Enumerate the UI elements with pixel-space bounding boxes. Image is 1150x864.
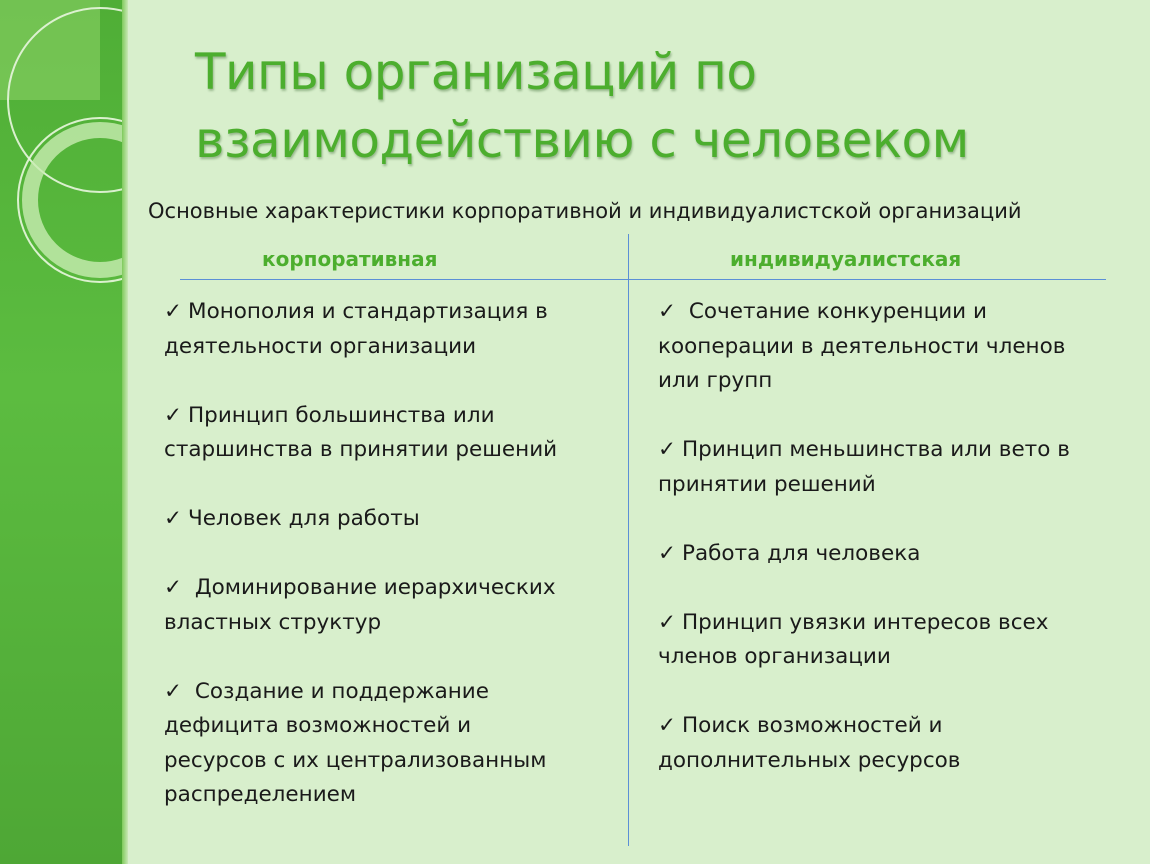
checkmark-icon: ✓ (164, 299, 183, 324)
list-item (164, 571, 614, 640)
header-divider (180, 279, 1106, 280)
list-item (658, 537, 1128, 572)
checkmark-icon: ✓ (164, 575, 183, 600)
list-item (658, 295, 1128, 399)
list-item-text: кооперации в деятельности членов (658, 333, 1066, 359)
list-item-text: старшинства в принятии решений (164, 437, 558, 462)
list-item-text: или групп (658, 368, 773, 393)
circle-ornament-icon (0, 0, 128, 864)
list-item-text: Принцип меньшинства или вето в (682, 437, 1070, 462)
list-item-text: Принцип большинства или (188, 402, 495, 428)
list-item-text: властных структур (164, 609, 382, 635)
checkmark-icon: ✓ (164, 678, 183, 704)
list-item-text: Поиск возможностей и (682, 713, 943, 738)
checkmark-icon: ✓ (658, 540, 677, 566)
slide-title (195, 38, 1115, 174)
corporate-list (164, 295, 614, 847)
list-item (658, 606, 1128, 675)
list-item-text: дополнительных ресурсов (658, 747, 961, 773)
column-header-corporate: корпоративная (262, 247, 438, 271)
list-item-text: Доминирование иерархических (188, 575, 556, 600)
checkmark-icon: ✓ (658, 713, 677, 738)
list-item-text: Принцип увязки интересов всех (682, 609, 1049, 635)
checkmark-icon: ✓ (658, 437, 677, 462)
list-item (164, 295, 614, 364)
individualist-list (658, 295, 1128, 813)
list-item-text: дефицита возможностей и (164, 713, 472, 738)
list-item-text: деятельности организации (164, 333, 477, 359)
list-item-text: ресурсов с их централизованным (164, 747, 547, 773)
checkmark-icon: ✓ (658, 299, 677, 324)
column-header-individualist: индивидуалистская (730, 247, 962, 271)
list-item (164, 399, 614, 468)
list-item (164, 502, 614, 537)
column-divider (628, 234, 629, 846)
list-item-text: Сочетание конкуренции и (682, 299, 987, 324)
list-item-text: Работа для человека (682, 540, 921, 566)
list-item-text: Человек для работы (188, 506, 420, 531)
checkmark-icon: ✓ (164, 402, 183, 428)
side-bar-edge (122, 0, 128, 864)
checkmark-icon: ✓ (658, 609, 677, 635)
slide-title-line2: взаимодействию с человеком (195, 111, 969, 169)
list-item (658, 709, 1128, 778)
decorative-side-bar (0, 0, 128, 864)
list-item-text: членов организации (658, 644, 891, 669)
checkmark-icon: ✓ (164, 506, 183, 531)
list-item-text: Создание и поддержание (188, 678, 490, 704)
list-item-text: распределением (164, 782, 357, 807)
list-item (164, 675, 614, 813)
slide-subtitle: Основные характеристики корпоративной и индивидуалистской организаций (148, 199, 1022, 223)
list-item-text: принятии решений (658, 471, 876, 497)
slide-title-line1: Типы организаций по (195, 43, 757, 101)
list-item (658, 433, 1128, 502)
list-item-text: Монополия и стандартизация в (188, 299, 548, 324)
